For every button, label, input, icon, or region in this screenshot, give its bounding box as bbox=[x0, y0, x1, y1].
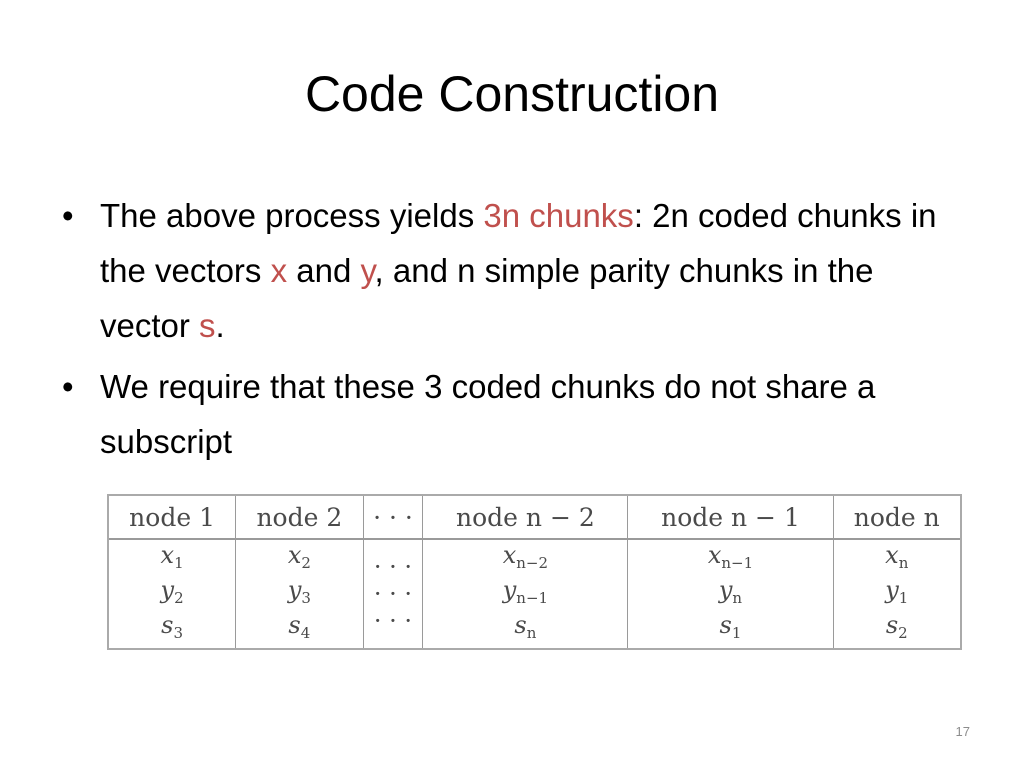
entry-symbol: y bbox=[885, 575, 899, 604]
entry-symbol: s bbox=[514, 610, 527, 639]
entry-subscript: 1 bbox=[174, 553, 184, 572]
table-cell bbox=[109, 539, 236, 648]
node-table bbox=[109, 496, 960, 648]
cell-entry bbox=[109, 612, 235, 647]
entry-subscript: 3 bbox=[301, 588, 311, 607]
entry-subscript: 2 bbox=[898, 623, 908, 642]
cell-entry bbox=[423, 542, 627, 577]
table-cell bbox=[363, 539, 423, 648]
header-node-n-minus-1: node n − 1 bbox=[628, 496, 833, 539]
cell-entry bbox=[236, 577, 362, 612]
entry-subscript: n−2 bbox=[516, 553, 549, 572]
entry-subscript: 4 bbox=[300, 623, 311, 642]
cell-entry bbox=[109, 577, 235, 612]
entry-symbol: · · · bbox=[373, 579, 413, 608]
bullet-text-segment: . bbox=[215, 307, 225, 344]
header-node-n: node n bbox=[833, 496, 960, 539]
cell-entry bbox=[364, 581, 423, 608]
highlight-x: x bbox=[270, 252, 288, 289]
cell-entry bbox=[628, 612, 832, 647]
entry-symbol: · · · bbox=[373, 552, 413, 581]
cell-entry bbox=[236, 542, 362, 577]
bullet-item bbox=[60, 188, 970, 353]
slide-title: Code Construction bbox=[304, 66, 720, 122]
table-cell bbox=[628, 539, 833, 648]
cell-entry bbox=[628, 577, 832, 612]
bullet-dot-icon: • bbox=[62, 368, 74, 405]
entry-symbol: y bbox=[287, 575, 302, 604]
entry-symbol: y bbox=[160, 575, 175, 604]
bullet-text-segment: , and n simple parity chunks in the vector bbox=[100, 252, 874, 344]
entry-subscript: n bbox=[898, 553, 909, 572]
cell-entry bbox=[109, 542, 235, 577]
cell-entry bbox=[628, 542, 832, 577]
cell-entry bbox=[423, 612, 627, 647]
entry-symbol: x bbox=[287, 540, 302, 569]
cell-entry bbox=[423, 577, 627, 612]
bullet-list bbox=[60, 188, 970, 475]
entry-subscript: 1 bbox=[898, 588, 909, 607]
page-number: 17 bbox=[955, 724, 970, 739]
bullet-dot-icon: • bbox=[62, 197, 74, 234]
entry-subscript: n bbox=[732, 588, 743, 607]
entry-symbol: x bbox=[502, 540, 517, 569]
entry-symbol: s bbox=[288, 610, 301, 639]
entry-symbol: x bbox=[885, 540, 899, 569]
entry-symbol: s bbox=[719, 610, 732, 639]
bullet-text-1 bbox=[100, 197, 937, 344]
cell-entry bbox=[236, 612, 362, 647]
table-row bbox=[109, 539, 960, 648]
entry-subscript: 1 bbox=[731, 623, 742, 642]
cell-entry bbox=[834, 542, 960, 577]
entry-symbol: y bbox=[718, 575, 733, 604]
cell-entry bbox=[834, 577, 960, 612]
entry-subscript: n bbox=[526, 623, 537, 642]
table-cell bbox=[236, 539, 363, 648]
entry-subscript: n−1 bbox=[721, 553, 754, 572]
entry-symbol: y bbox=[502, 575, 517, 604]
table-header-row bbox=[109, 496, 960, 539]
bullet-text-2: We require that these 3 coded chunks do not share a subscript bbox=[100, 368, 876, 460]
node-assignment-table bbox=[107, 494, 962, 650]
highlight-y: y bbox=[360, 252, 375, 289]
bullet-item bbox=[60, 359, 970, 469]
header-ellipsis: · · · bbox=[363, 496, 423, 539]
entry-symbol: x bbox=[160, 540, 175, 569]
entry-subscript: 2 bbox=[174, 588, 184, 607]
table-cell bbox=[833, 539, 960, 648]
header-node-1: node 1 bbox=[109, 496, 236, 539]
cell-entry bbox=[364, 554, 423, 581]
table-cell bbox=[423, 539, 628, 648]
highlight-3n-chunks: 3n chunks bbox=[483, 197, 634, 234]
bullet-text-segment: The above process yields bbox=[100, 197, 484, 234]
entry-subscript: 2 bbox=[301, 553, 311, 572]
entry-symbol: s bbox=[161, 610, 174, 639]
cell-entry bbox=[364, 608, 423, 635]
entry-subscript: 3 bbox=[173, 623, 184, 642]
highlight-s: s bbox=[199, 307, 216, 344]
header-node-n-minus-2: node n − 2 bbox=[423, 496, 628, 539]
entry-symbol: x bbox=[707, 540, 722, 569]
bullet-text-segment: and bbox=[287, 252, 361, 289]
cell-entry bbox=[834, 612, 960, 647]
entry-subscript: n−1 bbox=[516, 588, 549, 607]
entry-symbol: · · · bbox=[373, 606, 413, 635]
header-node-2: node 2 bbox=[236, 496, 363, 539]
entry-symbol: s bbox=[885, 610, 899, 639]
bullet-text-segment: : 2n coded chunks in the vectors bbox=[100, 197, 937, 289]
